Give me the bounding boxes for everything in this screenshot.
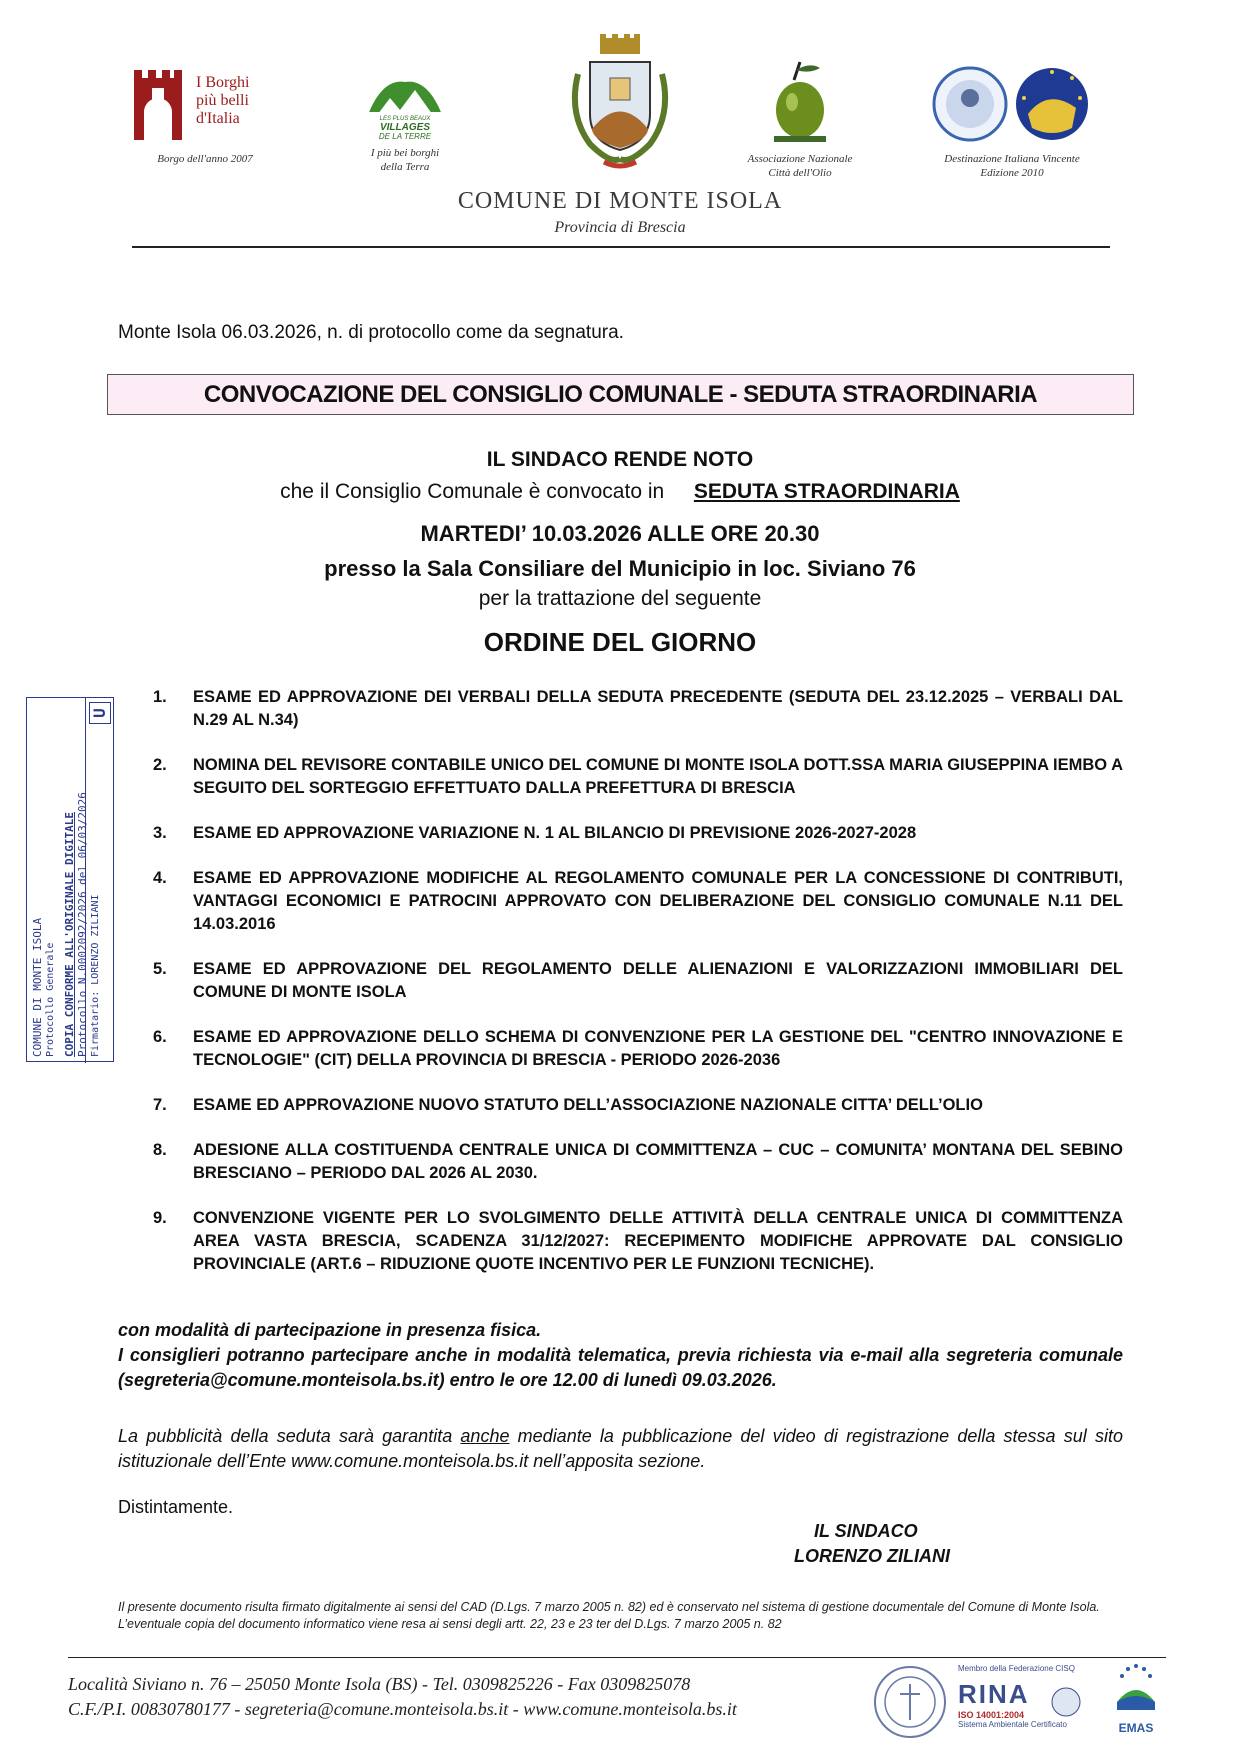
publicity-emph: anche: [460, 1426, 510, 1446]
rina-seal-icon: [872, 1664, 948, 1740]
agenda-item-number: 7.: [153, 1096, 167, 1114]
villages-emblem-line-1: LES PLUS BEAUX: [379, 116, 431, 122]
digital-signature-footnote: Il presente documento risulta firmato digitalmente ai sensi del CAD (D.Lgs. 7 marzo 2005 n. 82) ed è conservato nel sistema di gestione documentale del Comune di Monte Isola. L’eventuale copia del documento informatico viene resa ai sensi degli artt. 22, 23 e 23 ter del D.Lgs. 7 marzo 2005 n. 82: [118, 1600, 1100, 1631]
villages-emblem-line-3: DE LA TERRE: [378, 132, 432, 140]
borghi-line-3: d'Italia: [196, 110, 240, 127]
logo-citta-olio: [725, 58, 875, 178]
agenda-item-number: 2.: [153, 756, 167, 774]
convocazione-title-box: CONVOCAZIONE DEL CONSIGLIO COMUNALE - SEDUTA STRAORDINARIA: [107, 374, 1134, 415]
logo-eden-caption-1: Destinazione Italiana Vincente: [944, 153, 1080, 165]
comune-title: COMUNE DI MONTE ISOLA: [457, 188, 783, 214]
agenda-item: [153, 1094, 1123, 1117]
participation-line-1: con modalità di partecipazione in presenza fisica.: [118, 1320, 542, 1340]
agenda-item: [153, 686, 1123, 732]
participation-paragraph: [118, 1318, 1123, 1393]
logo-olio-caption-1: Associazione Nazionale: [747, 153, 853, 165]
meeting-datetime: MARTEDI’ 10.03.2026 ALLE ORE 20.30: [420, 521, 820, 546]
signature-role: IL SINDACO: [814, 1521, 918, 1541]
iqnet-icon: [1050, 1686, 1082, 1718]
meeting-location: presso la Sala Consiliare del Municipio in loc. Siviano 76: [324, 556, 916, 581]
stamp-line-4: Protocollo N.0002092/2026 del 06/03/2026: [76, 792, 89, 1057]
agenda-item-text: ESAME ED APPROVAZIONE MODIFICHE AL REGOLAMENTO COMUNALE PER LA CONCESSIONE DI CONTRIBUTI, VANTAGGI ECONOMICI E PATROCINI APPROVATO CON DELIBERAZIONE DEL CONSIGLIO COMUNALE N.11 DEL 14.03.2016: [193, 869, 1123, 933]
sindaco-rende-noto: IL SINDACO RENDE NOTO: [486, 448, 754, 471]
rina-certification: [958, 1664, 1088, 1746]
agenda-item: [153, 1026, 1123, 1072]
agenda-item-number: 4.: [153, 869, 167, 887]
signature-name: LORENZO ZILIANI: [794, 1546, 950, 1566]
publicity-before: La pubblicità della seduta sarà garantita: [118, 1426, 453, 1446]
publicity-after: mediante la pubblicazione del video di registrazione della stessa sul sito istituzionale dell’Ente www.comune.monteisola.bs.it nell’apposita sezione.: [118, 1426, 1123, 1471]
logo-villages-caption-2: della Terra: [380, 161, 430, 173]
stamp-line-3: COPIA CONFORME ALL'ORIGINALE DIGITALE: [63, 811, 76, 1057]
logo-villages-caption-1: I più bei borghi: [370, 147, 440, 159]
borghi-tower-icon: [130, 70, 186, 140]
convocato-prefix: che il Consiglio Comunale è convocato in: [280, 480, 665, 503]
rina-sistema-text: Sistema Ambientale Certificato: [958, 1720, 1067, 1729]
agenda-item-text: ESAME ED APPROVAZIONE DELLO SCHEMA DI CONVENZIONE PER LA GESTIONE DEL "CENTRO INNOVAZIONE E TECNOLOGIE" (CIT) DELLA PROVINCIA DI BRESCIA - PERIODO 2026-2036: [193, 1028, 1123, 1069]
agenda-item: [153, 754, 1123, 800]
borghi-line-2: più belli: [196, 92, 249, 109]
agenda-item-text: ESAME ED APPROVAZIONE DEI VERBALI DELLA SEDUTA PRECEDENTE (SEDUTA DEL 23.12.2025 – VERBALI DAL N.29 AL N.34): [193, 688, 1123, 729]
stamp-line-5: Firmatario: LORENZO ZILIANI: [90, 894, 101, 1057]
agenda-item-number: 9.: [153, 1209, 167, 1227]
emas-icon: [1113, 1660, 1159, 1716]
emas-logo: [1112, 1660, 1160, 1746]
stamp-flag: U: [89, 702, 111, 724]
rina-iso-text: ISO 14001:2004: [958, 1710, 1025, 1720]
eden-badges-icon: [912, 58, 1112, 148]
villages-emblem-line-2: VILLAGES: [379, 122, 431, 133]
logo-eden: [912, 58, 1112, 178]
footer-divider: [68, 1657, 1166, 1658]
agenda-item: [153, 1139, 1123, 1185]
publicity-paragraph: [118, 1424, 1123, 1474]
agenda-item: [153, 958, 1123, 1004]
closing: Distintamente.: [118, 1497, 234, 1517]
agenda-item: [153, 1207, 1123, 1276]
emas-label: EMAS: [1118, 1721, 1154, 1735]
protocol-stamp: [26, 697, 114, 1062]
ordine-del-giorno-heading: ORDINE DEL GIORNO: [483, 627, 757, 657]
agenda-item-number: 5.: [153, 960, 167, 978]
logo-olio-caption-2: Città dell'Olio: [768, 167, 832, 179]
agenda-item-text: NOMINA DEL REVISORE CONTABILE UNICO DEL COMUNE DI MONTE ISOLA DOTT.SSA MARIA GIUSEPPINA IEMBO A SEGUITO DEL SORTEGGIO EFFETTUATO DALLA PREFETTURA DI BRESCIA: [193, 756, 1123, 797]
agenda-item-number: 3.: [153, 824, 167, 842]
agenda-item-text: CONVENZIONE VIGENTE PER LO SVOLGIMENTO DELLE ATTIVITÀ DELLA CENTRALE UNICA DI COMMITTENZA AREA VASTA BRESCIA, SCADENZA 31/12/2027: RECEPIMENTO MODIFICHE APPROVATE DAL CONSIGLIO PROVINCIALE (ART.6 – RIDUZIONE QUOTE INCENTIVO PER LE FUNZIONI TECNICHE).: [193, 1209, 1123, 1273]
logo-eden-caption-2: Edizione 2010: [980, 167, 1044, 179]
agenda-list: [153, 686, 1123, 1276]
logo-borghi: [130, 70, 280, 170]
agenda-item-number: 1.: [153, 688, 167, 706]
agenda-item-text: ESAME ED APPROVAZIONE DEL REGOLAMENTO DELLE ALIENAZIONI E VALORIZZAZIONI IMMOBILIARI DEL COMUNE DI MONTE ISOLA: [193, 960, 1123, 1001]
stamp-text: [27, 698, 115, 1063]
participation-line-2: I consiglieri potranno partecipare anche in modalità telematica, previa richiesta via e-mail alla segreteria comunale (segreteria@comune.monteisola.bs.it) entro le ore 12.00 di lunedì 09.03.2026.: [118, 1345, 1123, 1390]
dateline: Monte Isola 06.03.2026, n. di protocollo come da segnatura.: [118, 322, 624, 343]
agenda-item-number: 6.: [153, 1028, 167, 1046]
agenda-item: [153, 867, 1123, 936]
agenda-item-number: 8.: [153, 1141, 167, 1159]
rina-cisq-text: Membro della Federazione CISQ: [958, 1664, 1075, 1673]
stamp-line-1: COMUNE DI MONTE ISOLA: [31, 917, 44, 1057]
rina-wordmark: RINA: [958, 1679, 1030, 1709]
seduta-straordinaria-emph: SEDUTA STRAORDINARIA: [693, 480, 960, 503]
agenda-item-text: ESAME ED APPROVAZIONE VARIAZIONE N. 1 AL BILANCIO DI PREVISIONE 2026-2027-2028: [193, 824, 917, 842]
footer-address: [68, 1672, 737, 1722]
olive-icon: [770, 58, 830, 144]
agenda-item-text: ADESIONE ALLA COSTITUENDA CENTRALE UNICA DI COMMITTENZA – CUC – COMUNITA’ MONTANA DEL SEBINO BRESCIANO – PERIODO DAL 2026 AL 2030.: [193, 1141, 1123, 1182]
agenda-item: [153, 822, 1123, 845]
stamp-line-2: Protocollo Generale: [45, 942, 56, 1057]
logo-borghi-caption: Borgo dell'anno 2007: [157, 153, 253, 165]
comune-coat-of-arms-icon: [560, 34, 680, 174]
villages-emblem-icon: [360, 68, 450, 140]
footer-line-2: C.F./P.I. 00830780177 - segreteria@comune.monteisola.bs.it - www.comune.monteisola.bs.it: [68, 1699, 737, 1719]
provincia-subtitle: Provincia di Brescia: [554, 219, 686, 236]
borghi-line-1: I Borghi: [196, 74, 250, 91]
agenda-item-text: ESAME ED APPROVAZIONE NUOVO STATUTO DELL’ASSOCIAZIONE NAZIONALE CITTA’ DELL’OLIO: [193, 1096, 983, 1114]
logo-villages: [345, 68, 465, 178]
header-divider: [132, 246, 1110, 248]
footer-line-1: Località Siviano n. 76 – 25050 Monte Isola (BS) - Tel. 0309825226 - Fax 0309825078: [68, 1674, 691, 1694]
convocato-line: [0, 480, 1240, 504]
trattazione-line: per la trattazione del seguente: [478, 587, 762, 610]
